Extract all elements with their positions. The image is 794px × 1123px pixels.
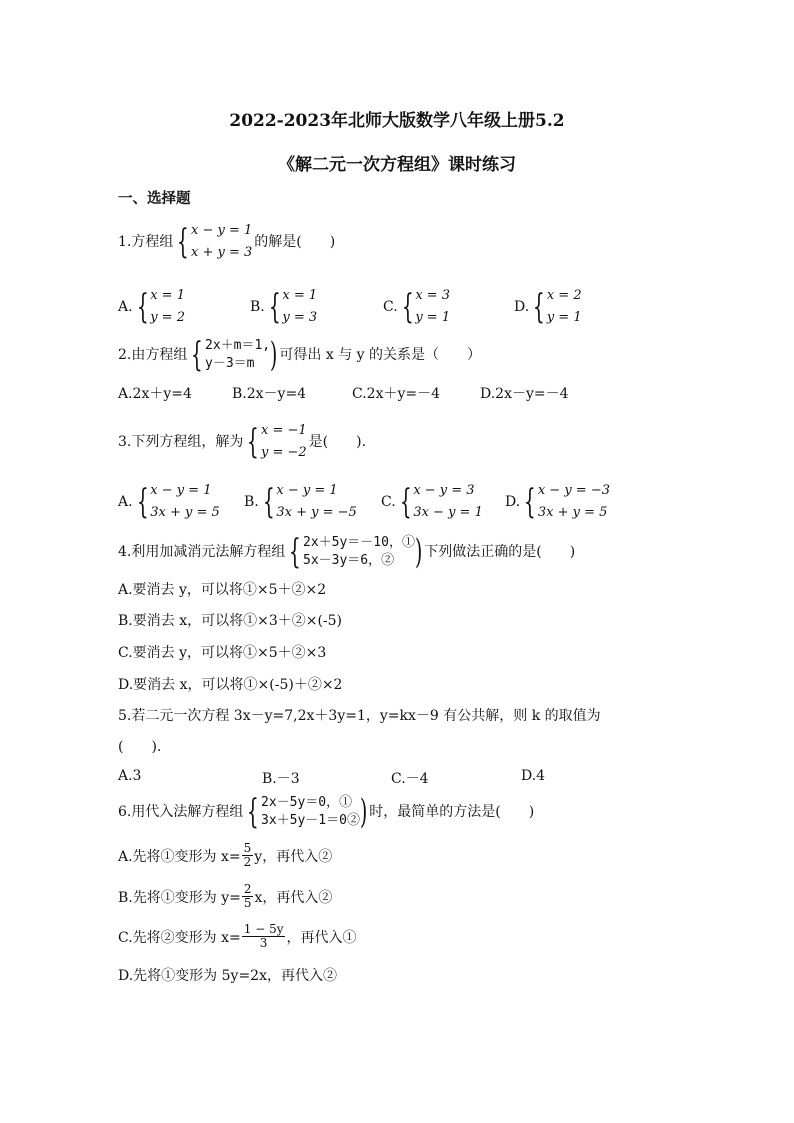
fraction: $\frac{1 - 5y}{3}$	[243, 922, 284, 950]
left-brace: {	[247, 792, 260, 832]
q5-option-c: C.－4	[391, 771, 429, 787]
q1-option-b: B. { x = 1 y = 3	[250, 287, 318, 327]
q3-system: { x = −1 y = −2	[247, 422, 307, 462]
q6-option-a: A.先将①变形为 x= $\frac{5}{2}$ y，再代入②	[118, 841, 333, 869]
q2-option-b: B.2x－y=4	[232, 386, 307, 402]
left-brace: {	[268, 287, 281, 327]
left-brace: {	[262, 482, 275, 522]
q1-suffix: 的解是( )	[254, 234, 336, 250]
left-brace: {	[533, 287, 545, 327]
q6-option-c: C.先将②变形为 x= $\frac{1 - 5y}{3}$ ，再代入①	[118, 922, 357, 950]
q4-option-c: C.要消去 y，可以将①×5＋②×3	[118, 645, 327, 661]
q4-option-b: B.要消去 x，可以将①×3＋②×(-5)	[118, 613, 343, 629]
q4-system: { 2x＋5y＝－10，① 5x－3y＝6，② )	[289, 532, 423, 572]
right-paren: )	[359, 792, 368, 832]
fraction: $\frac{5}{2}$	[243, 841, 252, 869]
q2-option-c: C.2x＋y=－4	[352, 386, 441, 402]
q1-option-a: A. { x = 1 y = 2	[118, 287, 185, 327]
q6-system: { 2x－5y＝0，① 3x＋5y－1＝0② )	[247, 792, 368, 832]
q1-eq1: x − y = 1	[191, 223, 253, 238]
right-paren: )	[270, 335, 278, 375]
left-brace: {	[524, 482, 536, 522]
q4-option-d: D.要消去 x，可以将①×(-5)＋②×2	[118, 677, 343, 693]
title-line-1: 2022-2023年北师大版数学八年级上册5.2	[229, 111, 565, 131]
left-brace: {	[401, 287, 414, 327]
question-2: 2.由方程组 { 2x＋m＝1, y－3＝m ) 可得出 x 与 y 的关系是（ ）	[118, 335, 482, 375]
title-line-2: 《解二元一次方程组》课时练习	[278, 155, 516, 175]
left-brace: {	[289, 532, 302, 572]
left-brace: {	[136, 287, 149, 327]
q1-eq2: x + y = 3	[191, 245, 253, 260]
question-3: 3.下列方程组，解为 { x = −1 y = −2 是( ).	[118, 422, 367, 462]
left-brace: {	[399, 482, 412, 522]
q6-option-d: D.先将①变形为 5y=2x，再代入②	[118, 968, 337, 984]
q2-option-a: A.2x＋y=4	[118, 386, 192, 402]
q2-option-d: D.2x－y=－4	[480, 386, 569, 402]
section-heading: 一、选择题	[118, 190, 191, 207]
fraction: $\frac{2}{5}$	[243, 882, 252, 910]
question-5-line-1: 5.若二元一次方程 3x－y=7,2x＋3y=1，y=kx－9 有公共解，则 k 的取值为	[118, 708, 601, 724]
q1-system	[175, 220, 252, 264]
right-paren: )	[414, 532, 423, 572]
q1-prefix: 1.方程组	[118, 234, 174, 250]
q5-option-b: B.－3	[262, 771, 300, 787]
question-5-line-2: ( ).	[118, 739, 162, 755]
left-brace: {	[136, 482, 149, 522]
q2-system: { 2x＋m＝1, y－3＝m )	[191, 335, 278, 375]
q5-option-d: D.4	[521, 768, 546, 784]
left-brace: {	[191, 335, 204, 375]
q4-option-a: A.要消去 y，可以将①×5＋②×2	[118, 582, 327, 598]
question-4: 4.利用加减消元法解方程组 { 2x＋5y＝－10，① 5x－3y＝6，② ) 下列做法正确的是( )	[118, 532, 576, 572]
q3-option-c: C. { x − y = 3 3x − y = 1	[381, 482, 483, 522]
question-1	[118, 220, 335, 264]
q3-option-b: B. { x − y = 1 3x + y = −5	[244, 482, 357, 522]
left-brace: {	[247, 422, 260, 462]
left-brace: {	[177, 222, 190, 262]
q5-option-a: A.3	[118, 768, 142, 784]
q3-option-a: A. { x − y = 1 3x + y = 5	[118, 482, 220, 522]
q6-option-b: B.先将①变形为 y= $\frac{2}{5}$ x，再代入②	[118, 882, 333, 910]
q1-option-d: D. { x = 2 y = 1	[514, 287, 582, 327]
question-6: 6.用代入法解方程组 { 2x－5y＝0，① 3x＋5y－1＝0② ) 时，最简单的方法是( )	[118, 792, 535, 832]
q3-option-d: D. { x − y = −3 3x + y = 5	[505, 482, 610, 522]
q1-option-c: C. { x = 3 y = 1	[383, 287, 451, 327]
